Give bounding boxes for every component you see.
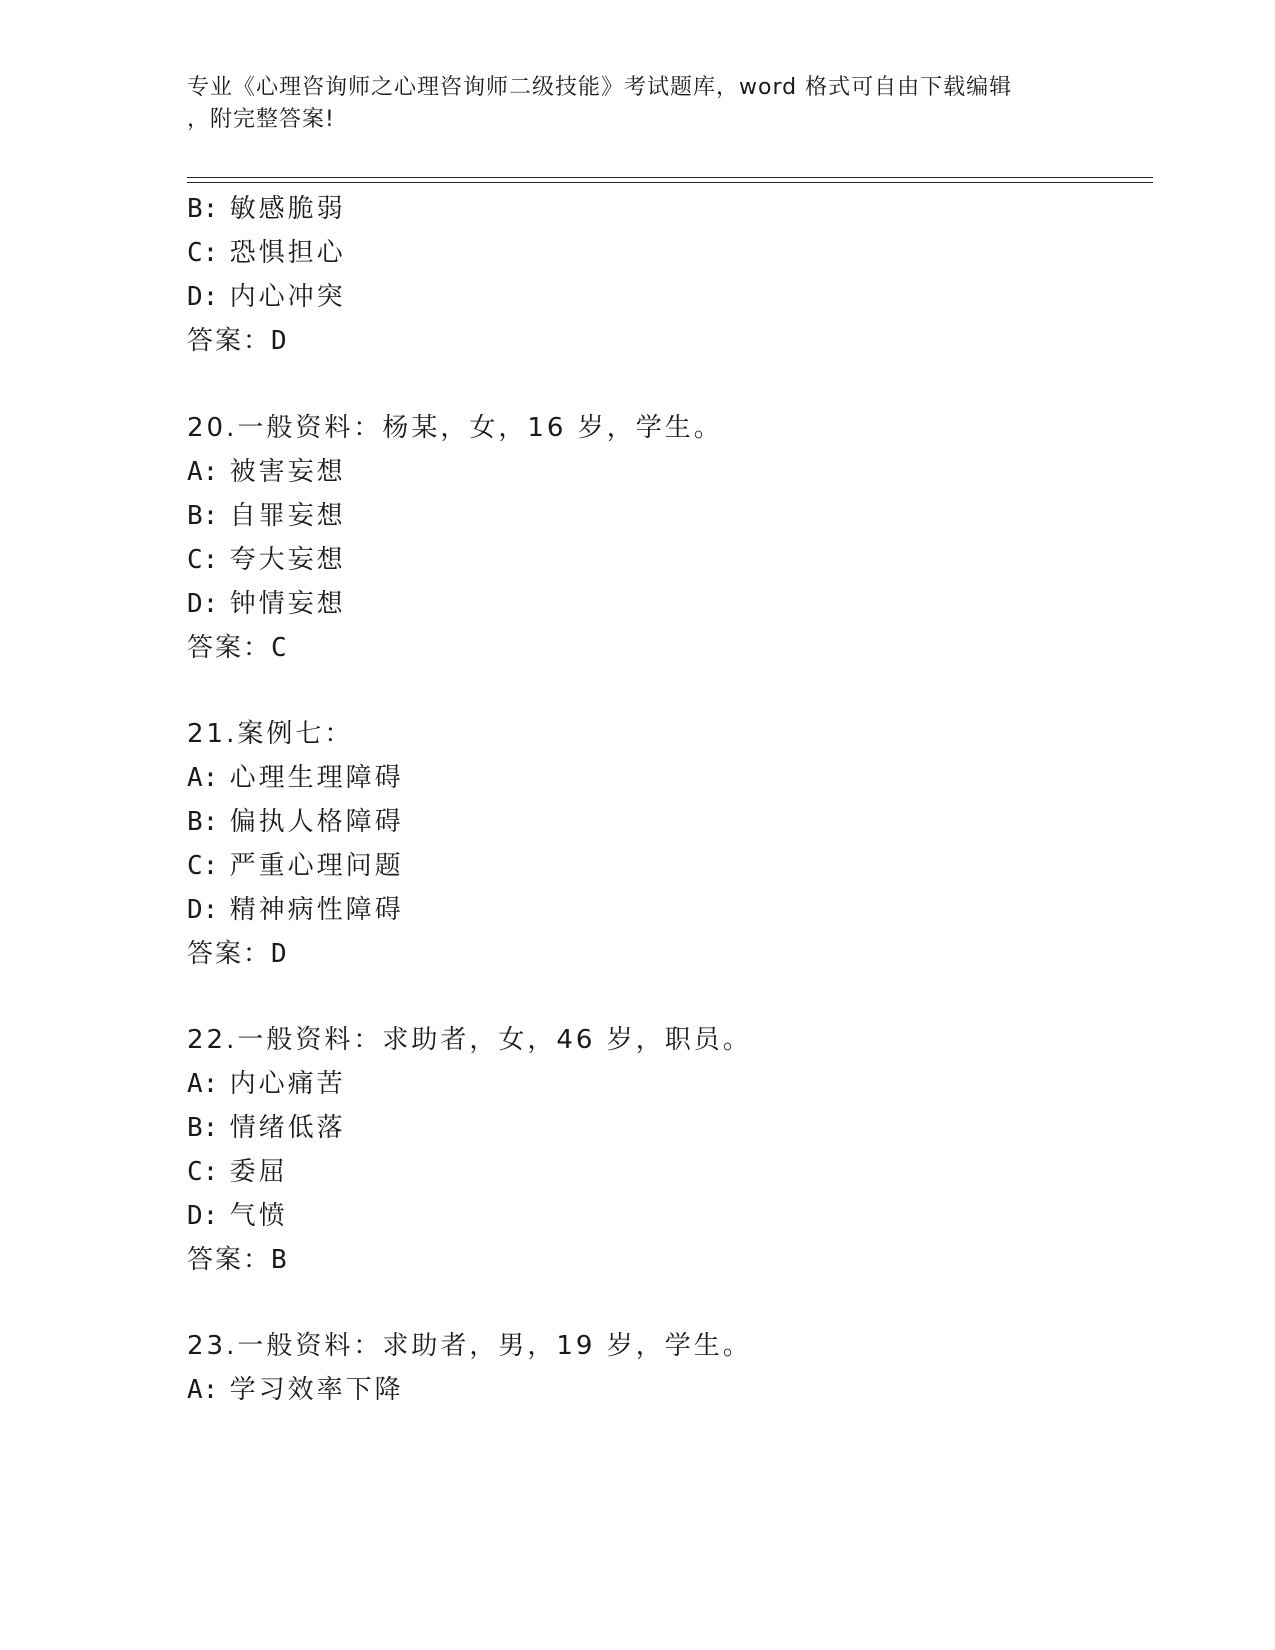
- question-stem: 23.一般资料：求助者，男，19 岁，学生。: [187, 1331, 752, 1361]
- answer-line: 答案：C: [187, 633, 289, 663]
- option-line: D: 钟情妄想: [187, 589, 346, 619]
- option-line: D: 精神病性障碍: [187, 895, 404, 925]
- option-line: C: 委屈: [187, 1157, 288, 1187]
- option-line: B: 情绪低落: [187, 1113, 346, 1143]
- option-line: B: 自罪妄想: [187, 501, 346, 531]
- option-line: C: 严重心理问题: [187, 851, 404, 881]
- header-rule-bottom: [187, 182, 1153, 183]
- answer-line: 答案：D: [187, 326, 289, 356]
- option-line: D: 内心冲突: [187, 282, 346, 312]
- question-stem: 22.一般资料：求助者，女，46 岁，职员。: [187, 1025, 752, 1055]
- option-line: B: 偏执人格障碍: [187, 807, 404, 837]
- answer-line: 答案：B: [187, 1245, 289, 1275]
- option-line: A: 被害妄想: [187, 457, 346, 487]
- header-line-2: ，附完整答案!: [187, 107, 335, 132]
- document-header: [187, 72, 1087, 136]
- option-line: D: 气愤: [187, 1201, 288, 1231]
- header-rule-top: [187, 177, 1153, 178]
- question-stem: 20.一般资料：杨某，女，16 岁，学生。: [187, 413, 723, 443]
- answer-line: 答案：D: [187, 939, 289, 969]
- header-line-1: 专业《心理咨询师之心理咨询师二级技能》考试题库，word 格式可自由下载编辑: [187, 75, 1013, 100]
- question-stem: 21.案例七：: [187, 719, 354, 749]
- option-line: C: 夸大妄想: [187, 545, 346, 575]
- option-line: A: 学习效率下降: [187, 1375, 404, 1405]
- option-line: A: 内心痛苦: [187, 1069, 346, 1099]
- option-line: A: 心理生理障碍: [187, 763, 404, 793]
- option-line: C: 恐惧担心: [187, 238, 346, 268]
- option-line: B: 敏感脆弱: [187, 194, 346, 224]
